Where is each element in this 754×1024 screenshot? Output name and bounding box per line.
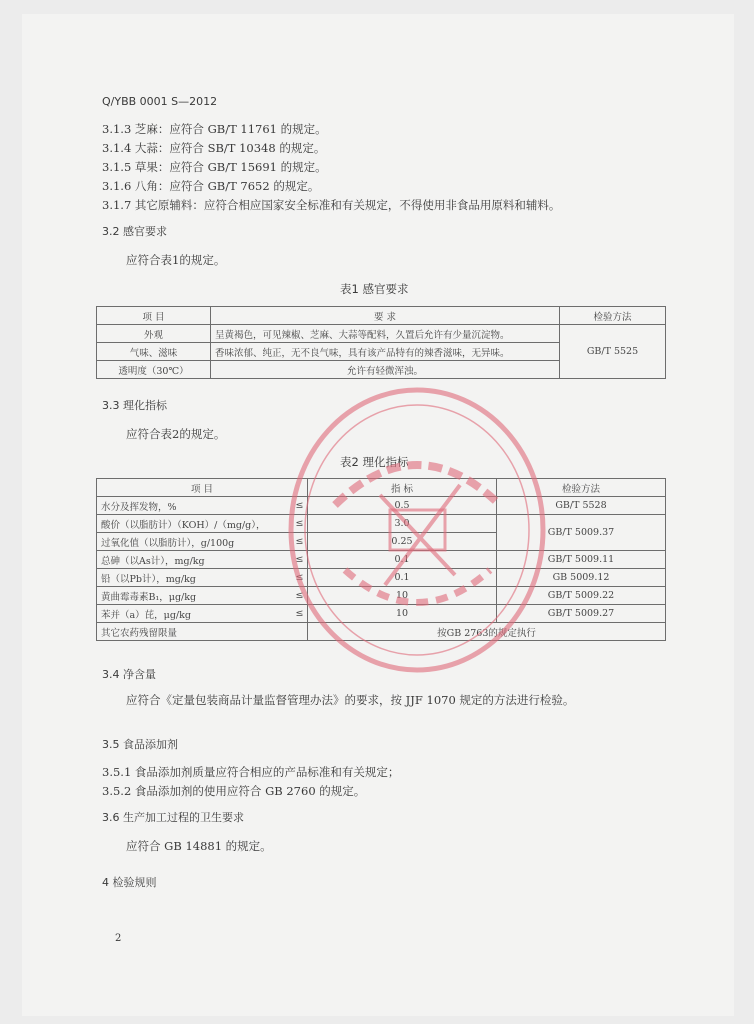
section-3-4-body: 应符合《定量包装商品计量监督管理办法》的要求，按 JJF 1070 规定的方法进行检验。 [126, 693, 575, 707]
section-3-2-body: 应符合表1的规定。 [126, 253, 226, 267]
table1-caption: 表1 感官要求 [340, 282, 409, 296]
table-row: 总砷（以As计），mg/kg ≤ 0.1 GB/T 5009.11 [97, 551, 666, 569]
section-3-6-heading: 3.6 生产加工过程的卫生要求 [102, 811, 244, 824]
clause-3-5-1: 3.5.1 食品添加剂质量应符合相应的产品标准和有关规定； [102, 765, 400, 779]
clause-3-1-3: 3.1.3 芝麻：应符合 GB/T 11761 的规定。 [102, 122, 327, 136]
clause-3-1-4: 3.1.4 大蒜：应符合 SB/T 10348 的规定。 [102, 141, 326, 155]
table-row: 水分及挥发物，% ≤ 0.5 GB/T 5528 [97, 497, 666, 515]
section-3-3-heading: 3.3 理化指标 [102, 399, 167, 412]
table-row: 苯并（a）芘，μg/kg ≤ 10 GB/T 5009.27 [97, 605, 666, 623]
table-header-row [97, 307, 666, 325]
table-row: 外观 呈黄褐色，可见辣椒、芝麻、大蒜等配料，久置后允许有少量沉淀物。 GB/T 5525 [97, 325, 666, 343]
clause-3-5-2: 3.5.2 食品添加剂的使用应符合 GB 2760 的规定。 [102, 784, 366, 798]
col-item: 项 目 [97, 307, 211, 325]
table-row: 透明度（30℃） 允许有轻微浑浊。 [97, 361, 666, 379]
table2-caption: 表2 理化指标 [340, 455, 409, 469]
section-3-2-heading: 3.2 感官要求 [102, 225, 167, 238]
col-requirement: 要 求 [211, 307, 560, 325]
section-3-4-heading: 3.4 净含量 [102, 668, 156, 681]
table-sensory [96, 306, 666, 379]
col-method: 检验方法 [497, 479, 666, 497]
col-item: 项 目 [97, 479, 308, 497]
table-header-row [97, 479, 666, 497]
section-3-6-body: 应符合 GB 14881 的规定。 [126, 839, 272, 853]
table-row: 铅（以Pb计），mg/kg ≤ 0.1 GB 5009.12 [97, 569, 666, 587]
clause-3-1-7: 3.1.7 其它原辅料：应符合相应国家安全标准和有关规定，不得使用非食品用原料和辅料。 [102, 198, 561, 212]
table-row: 气味、滋味 香味浓郁、纯正，无不良气味，具有该产品特有的辣香滋味，无异味。 [97, 343, 666, 361]
table-physicochemical [96, 478, 666, 641]
table-row: 酸价（以脂肪计）（KOH）/（mg/g）， ≤ 3.0 GB/T 5009.37 [97, 515, 666, 533]
page-number: 2 [115, 933, 122, 944]
col-method: 检验方法 [560, 307, 666, 325]
section-3-5-heading: 3.5 食品添加剂 [102, 738, 178, 751]
table-row: 过氧化值（以脂肪计），g/100g ≤ 0.25 [97, 533, 666, 551]
clause-3-1-5: 3.1.5 草果：应符合 GB/T 15691 的规定。 [102, 160, 327, 174]
clause-3-1-6: 3.1.6 八角：应符合 GB/T 7652 的规定。 [102, 179, 320, 193]
table-row: 黄曲霉毒素B₁，μg/kg ≤ 10 GB/T 5009.22 [97, 587, 666, 605]
method-cell: GB/T 5525 [560, 325, 666, 379]
table-row: 其它农药残留限量 按GB 2763的规定执行 [97, 623, 666, 641]
section-4-heading: 4 检验规则 [102, 876, 157, 889]
standard-code: Q/YBB 0001 S—2012 [102, 95, 218, 108]
section-3-3-body: 应符合表2的规定。 [126, 427, 226, 441]
col-limit: 指 标 [308, 479, 497, 497]
